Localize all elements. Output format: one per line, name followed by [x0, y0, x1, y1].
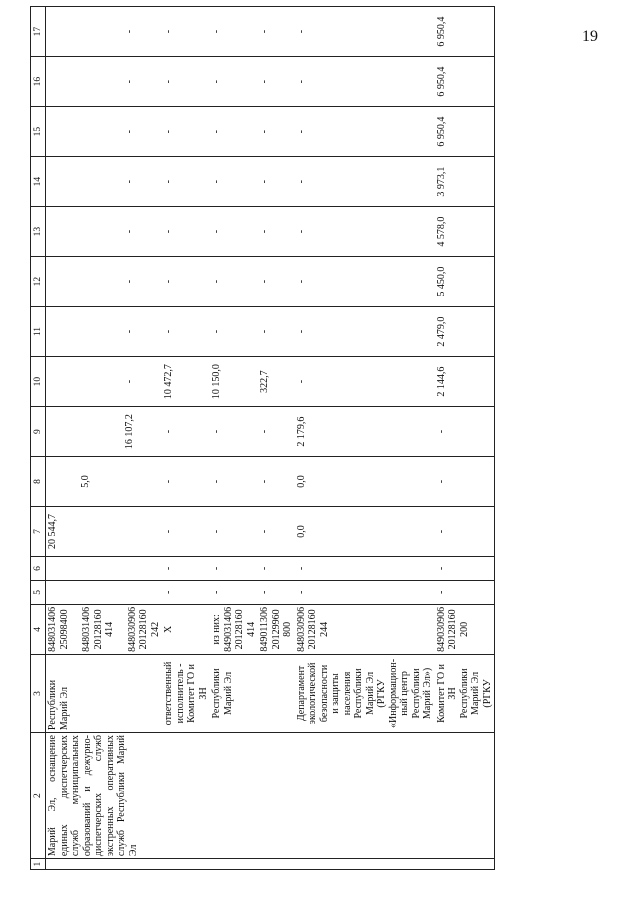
- description-cell: [162, 733, 210, 859]
- executor-line: Марий Эл (РГКУ: [470, 671, 493, 715]
- code-line: 20129960: [270, 609, 282, 650]
- value-cell-14: [46, 157, 163, 207]
- executor-line: Марий Эл: [58, 687, 70, 731]
- value-cell-6: [46, 557, 163, 581]
- page-number: 19: [582, 28, 598, 45]
- cell-col1: [435, 859, 495, 870]
- description-cell: [210, 733, 258, 859]
- value-cell-8: [46, 457, 163, 507]
- value: -: [124, 279, 135, 284]
- column-header: 3: [31, 654, 46, 732]
- executor-line: и защиты: [330, 673, 341, 714]
- executor-cell: [435, 654, 495, 732]
- column-header: 13: [31, 207, 46, 257]
- value-cell-7: -: [210, 507, 258, 557]
- executor-line: Республики: [458, 668, 470, 719]
- description-cell: [435, 733, 495, 859]
- column-header: 5: [31, 580, 46, 604]
- executor-line: населения: [341, 671, 353, 716]
- executor-line: Республики: [47, 679, 58, 731]
- value-cell-6: -: [295, 557, 435, 581]
- value-cell-10: 2 144,6: [435, 357, 495, 407]
- value: -: [124, 80, 135, 84]
- value-cell-16: [46, 57, 163, 107]
- code-cell: [46, 604, 163, 654]
- value-cell-14: -: [295, 157, 435, 207]
- value-cell-12: -: [210, 257, 258, 307]
- cell-col1: [210, 859, 258, 870]
- executor-line: безопасности: [318, 664, 330, 723]
- value-cell-5: -: [210, 580, 258, 604]
- code-cell: [162, 604, 210, 654]
- code-line: 849031406: [222, 606, 234, 652]
- value-cell-5: -: [435, 580, 495, 604]
- value-cell-13: -: [295, 207, 435, 257]
- value-cell-10: [46, 357, 163, 407]
- code-line: 848031406: [47, 606, 58, 652]
- table-body: [46, 7, 495, 870]
- value-cell-11: -: [210, 307, 258, 357]
- value-cell-16: -: [295, 57, 435, 107]
- value-cell-6: -: [258, 557, 295, 581]
- code-line: 848030906: [126, 606, 138, 652]
- code-line: 849030906: [435, 606, 447, 652]
- code-cell: [295, 604, 435, 654]
- value-cell-16: -: [258, 57, 295, 107]
- value-cell-15: 6 950,4: [435, 107, 495, 157]
- executor-line: Республики: [353, 668, 364, 719]
- table-row: [295, 7, 435, 870]
- executor-line: Республики: [410, 668, 422, 719]
- value-cell-9: -: [162, 407, 210, 457]
- value-cell-17: -: [162, 7, 210, 57]
- table-row: [210, 7, 258, 870]
- value-cell-10: 10 150,0: [210, 357, 258, 407]
- value-cell-8: -: [162, 457, 210, 507]
- code-line: 200: [458, 621, 470, 637]
- value: -: [124, 29, 135, 34]
- value-cell-10: 10 472,7: [162, 357, 210, 407]
- value-cell-7: -: [258, 507, 295, 557]
- code-line: 800: [282, 621, 293, 637]
- value-cell-17: -: [258, 7, 295, 57]
- value-cell-14: 3 973,1: [435, 157, 495, 207]
- code-line: 20128160: [92, 609, 104, 650]
- value-cell-8: -: [435, 457, 495, 507]
- value-cell-11: 2 479,0: [435, 307, 495, 357]
- code-line: из них:: [211, 614, 222, 645]
- code-line: 20128160: [447, 609, 458, 650]
- value: 16 107,2: [124, 414, 135, 450]
- value-cell-12: -: [295, 257, 435, 307]
- value-cell-8: -: [258, 457, 295, 507]
- code-line: 25098400: [58, 609, 70, 650]
- column-header: 7: [31, 507, 46, 557]
- code-line: X: [163, 625, 174, 633]
- description-cell: [258, 733, 295, 859]
- column-header: 15: [31, 107, 46, 157]
- value-cell-15: [46, 107, 163, 157]
- value-cell-9: -: [435, 407, 495, 457]
- value-cell-16: 6 950,4: [435, 57, 495, 107]
- value-cell-10: -: [295, 357, 435, 407]
- executor-line: Комитет ГО и ЗН: [186, 663, 209, 723]
- value-cell-9: [46, 407, 163, 457]
- cell-col1: [295, 859, 435, 870]
- code-line: 20128160: [307, 609, 318, 650]
- table-row: [46, 7, 163, 870]
- executor-line: Марий Эл»): [422, 667, 433, 720]
- executor-line: «Информацион-: [387, 658, 399, 728]
- code-line: 244: [318, 621, 330, 637]
- value-cell-5: -: [295, 580, 435, 604]
- executor-cell: [46, 654, 163, 732]
- value-cell-6: -: [210, 557, 258, 581]
- value-cell-10: 322,7: [258, 357, 295, 407]
- value-cell-15: -: [162, 107, 210, 157]
- value: 20 544,7: [47, 514, 58, 550]
- value-cell-6: -: [435, 557, 495, 581]
- value-cell-13: [46, 207, 163, 257]
- value-cell-15: -: [210, 107, 258, 157]
- value-cell-12: -: [162, 257, 210, 307]
- value-cell-17: [46, 7, 163, 57]
- rotated-table-frame: [30, 6, 610, 870]
- value-cell-17: -: [210, 7, 258, 57]
- value-cell-8: 0,0: [295, 457, 435, 507]
- value: -: [124, 129, 135, 134]
- column-header: 2: [31, 733, 46, 859]
- executor-cell: [258, 654, 295, 732]
- value-cell-15: -: [258, 107, 295, 157]
- code-line: 414: [245, 621, 257, 637]
- value-cell-16: -: [162, 57, 210, 107]
- value-cell-13: -: [162, 207, 210, 257]
- budget-table: [30, 6, 495, 870]
- code-line: 414: [104, 621, 115, 637]
- value-cell-14: -: [210, 157, 258, 207]
- value-cell-17: 6 950,4: [435, 7, 495, 57]
- value-cell-11: -: [295, 307, 435, 357]
- value: -: [124, 329, 135, 334]
- executor-line: Комитет ГО и ЗН: [435, 663, 458, 723]
- executor-line: экологической: [307, 662, 318, 725]
- value-cell-15: -: [295, 107, 435, 157]
- value-cell-7: [46, 507, 163, 557]
- column-header: 12: [31, 257, 46, 307]
- code-line: 849011306: [259, 607, 270, 652]
- code-line: 20128160: [234, 609, 245, 650]
- value: -: [124, 179, 135, 184]
- code-cell: [210, 604, 258, 654]
- value-cell-5: -: [258, 580, 295, 604]
- value-cell-9: -: [210, 407, 258, 457]
- table-row: [162, 7, 210, 870]
- value-cell-7: -: [435, 507, 495, 557]
- column-header: 4: [31, 604, 46, 654]
- value-cell-16: -: [210, 57, 258, 107]
- value: 5,0: [80, 475, 91, 488]
- value: -: [124, 379, 135, 384]
- value-cell-12: 5 450,0: [435, 257, 495, 307]
- value-cell-13: 4 578,0: [435, 207, 495, 257]
- description-cell: Марий Эл, оснащение единых диспетчерских служб муниципальных образований и дежурно-диспетчерских служб экстренных оперативных служб Республики Марий Эл: [46, 733, 163, 859]
- executor-line: исполнитель -: [174, 663, 186, 724]
- value-cell-11: -: [162, 307, 210, 357]
- cell-col1: [162, 859, 210, 870]
- header-row: [31, 7, 46, 870]
- value-cell-13: -: [258, 207, 295, 257]
- value-cell-9: -: [258, 407, 295, 457]
- value-cell-7: 0,0: [295, 507, 435, 557]
- column-header: 9: [31, 407, 46, 457]
- value: -: [124, 229, 135, 234]
- column-header: 1: [31, 859, 46, 870]
- column-header: 10: [31, 357, 46, 407]
- column-header: 11: [31, 307, 46, 357]
- column-header: 14: [31, 157, 46, 207]
- executor-line: ный центр: [399, 671, 410, 716]
- value-cell-11: [46, 307, 163, 357]
- value-cell-17: -: [295, 7, 435, 57]
- column-header: 16: [31, 57, 46, 107]
- value-cell-9: 2 179,6: [295, 407, 435, 457]
- column-header: 6: [31, 557, 46, 581]
- executor-cell: [210, 654, 258, 732]
- cell-col1: [46, 859, 163, 870]
- table-row: [258, 7, 295, 870]
- code-cell: [435, 604, 495, 654]
- executor-cell: [162, 654, 210, 732]
- column-header: 8: [31, 457, 46, 507]
- value-cell-6: -: [162, 557, 210, 581]
- code-line: 848030906: [295, 606, 307, 652]
- executor-cell: [295, 654, 435, 732]
- executor-line: ответственный: [163, 661, 174, 726]
- code-line: 20128160: [138, 609, 149, 650]
- value-cell-8: -: [210, 457, 258, 507]
- value-cell-5: -: [162, 580, 210, 604]
- cell-col1: [258, 859, 295, 870]
- code-line: 848031406: [81, 606, 92, 652]
- value-cell-14: -: [162, 157, 210, 207]
- table-row: [435, 7, 495, 870]
- value-cell-13: -: [210, 207, 258, 257]
- executor-line: Департамент: [295, 665, 307, 722]
- value-cell-14: -: [258, 157, 295, 207]
- executor-line: Марий Эл: [222, 671, 234, 715]
- value-cell-12: [46, 257, 163, 307]
- executor-line: Марий Эл (РГКУ: [364, 671, 387, 715]
- value-cell-11: -: [258, 307, 295, 357]
- description-cell: [295, 733, 435, 859]
- value-cell-12: -: [258, 257, 295, 307]
- column-header: 17: [31, 7, 46, 57]
- code-line: 242: [149, 621, 161, 637]
- executor-line: Республики: [211, 668, 222, 719]
- code-cell: [258, 604, 295, 654]
- value-cell-7: -: [162, 507, 210, 557]
- value-cell-5: [46, 580, 163, 604]
